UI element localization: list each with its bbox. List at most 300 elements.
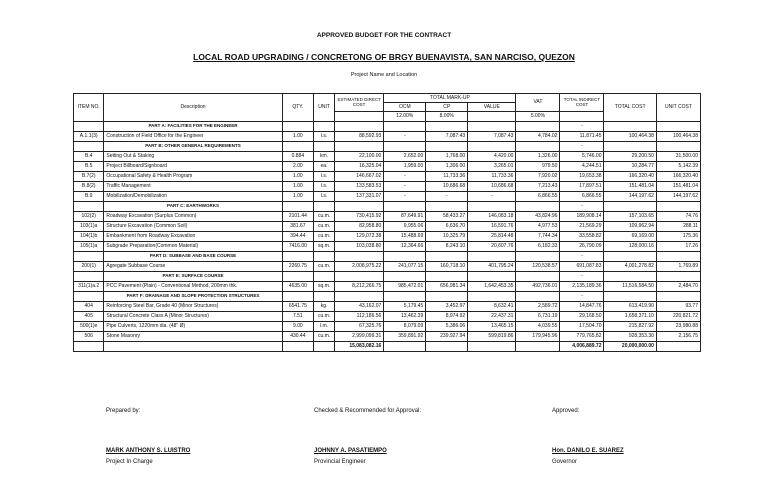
section-empty bbox=[468, 292, 516, 302]
totals-empty bbox=[656, 342, 700, 352]
section-title: PART E: SURFACE COURSE bbox=[104, 272, 282, 282]
cell-ocm: - bbox=[384, 132, 426, 142]
cell-qty: 7.51 bbox=[282, 312, 313, 322]
cell-est-direct-cost: 103,038.80 bbox=[335, 242, 384, 252]
cell-total-indirect: 691,087.83 bbox=[560, 262, 604, 272]
cell-cp: 5,386.06 bbox=[426, 322, 468, 332]
cell-est-direct-cost: 137,331.07 bbox=[335, 192, 384, 202]
header-description: Description bbox=[104, 94, 282, 122]
cell-vat: 979.50 bbox=[516, 162, 560, 172]
cell-description: Agregate Subbase Course bbox=[104, 262, 282, 272]
section-empty bbox=[656, 142, 700, 152]
cell-description: Structure Excavation (Common Soil) bbox=[104, 222, 282, 232]
cell-ocm: 8,079.09 bbox=[384, 322, 426, 332]
cell-value: 13,465.15 bbox=[468, 322, 516, 332]
cell-cp: 6,636.70 bbox=[426, 222, 468, 232]
section-empty bbox=[314, 202, 335, 212]
cell-vat: 6,731.19 bbox=[516, 312, 560, 322]
cell-item-no: A.1.1(3) bbox=[74, 132, 104, 142]
checked-label: Checked & Recommended for Approval: bbox=[314, 408, 422, 414]
cell-est-direct-cost: 8,212,266.75 bbox=[335, 282, 384, 292]
section-empty bbox=[604, 252, 656, 262]
cell-value: 7,087.43 bbox=[468, 132, 516, 142]
section-empty bbox=[282, 252, 313, 262]
table-row bbox=[74, 222, 701, 232]
header-cp: CP bbox=[426, 103, 468, 112]
cell-item-no: 500(1)e bbox=[74, 322, 104, 332]
section-empty bbox=[604, 122, 656, 132]
section-empty bbox=[426, 292, 468, 302]
section-empty bbox=[314, 122, 335, 132]
cell-total-indirect: 17,897.51 bbox=[560, 182, 604, 192]
cell-total-cost: 928,353.30 bbox=[604, 332, 656, 342]
cell-item-no: 506 bbox=[74, 332, 104, 342]
cell-ocm: - bbox=[384, 172, 426, 182]
totals-empty bbox=[426, 342, 468, 352]
cell-qty: 1.00 bbox=[282, 192, 313, 202]
prepared-by-label: Prepared by: bbox=[106, 408, 141, 414]
cell-description: Project Billboard/Signboard bbox=[104, 162, 282, 172]
section-title: PART C: EARTHWORKS bbox=[104, 202, 282, 212]
cell-unit-cost: 288.11 bbox=[656, 222, 700, 232]
section-title: PART F: DRAINAGE AND SLOPE PROTECTION STRUCTURES bbox=[104, 292, 282, 302]
section-title: PART D: SUBBASE AND BASE COURSE bbox=[104, 252, 282, 262]
cell-description: Pipe Culverts, 1220mm dia. (48" Ø) bbox=[104, 322, 282, 332]
cell-unit: cu.m. bbox=[314, 312, 335, 322]
cell-cp: 8,974.92 bbox=[426, 312, 468, 322]
cell-cp: 1,306.00 bbox=[426, 162, 468, 172]
totals-empty bbox=[468, 342, 516, 352]
section-empty bbox=[314, 142, 335, 152]
section-empty bbox=[426, 122, 468, 132]
cell-qty: 2.00 bbox=[282, 162, 313, 172]
table-row bbox=[74, 322, 701, 332]
cell-cp: 160,718.10 bbox=[426, 262, 468, 272]
section-empty bbox=[468, 272, 516, 282]
cell-total-cost: 1,658,371.10 bbox=[604, 312, 656, 322]
total-cost: 20,000,000.00 bbox=[604, 342, 656, 352]
cell-unit-cost: 100,464.38 bbox=[656, 132, 700, 142]
cell-total-indirect: 29,168.50 bbox=[560, 312, 604, 322]
section-empty bbox=[468, 142, 516, 152]
section-empty bbox=[426, 142, 468, 152]
cell-total-indirect: 33,558.82 bbox=[560, 232, 604, 242]
cell-value: 10,686.68 bbox=[468, 182, 516, 192]
cell-total-indirect: 17,504.70 bbox=[560, 322, 604, 332]
cell-vat: 120,538.57 bbox=[516, 262, 560, 272]
cell-total-indirect: 11,871.45 bbox=[560, 132, 604, 142]
cell-item-no: 404 bbox=[74, 302, 104, 312]
cell-value: 3,265.01 bbox=[468, 162, 516, 172]
section-empty bbox=[516, 252, 560, 262]
header-unit: UNIT bbox=[314, 94, 335, 122]
totals-empty bbox=[282, 342, 313, 352]
section-empty bbox=[516, 142, 560, 152]
cell-unit: l.s. bbox=[314, 132, 335, 142]
section-empty bbox=[74, 272, 104, 282]
cell-value: 25,814.48 bbox=[468, 232, 516, 242]
section-empty bbox=[335, 122, 384, 132]
cell-cp: 656,981.34 bbox=[426, 282, 468, 292]
cell-qty: 7416.00 bbox=[282, 242, 313, 252]
table-row bbox=[74, 232, 701, 242]
cell-unit: sq.m. bbox=[314, 282, 335, 292]
cell-cp: - bbox=[426, 192, 468, 202]
cell-item-no: 103(1)a bbox=[74, 222, 104, 232]
cell-total-cost: 157,103.65 bbox=[604, 212, 656, 222]
rate-cp: 8.00% bbox=[426, 112, 468, 122]
cell-total-cost: 151,481.04 bbox=[604, 182, 656, 192]
cell-ocm: 241,077.15 bbox=[384, 262, 426, 272]
section-empty bbox=[604, 292, 656, 302]
cell-qty: 394.44 bbox=[282, 232, 313, 242]
cell-est-direct-cost: 129,072.38 bbox=[335, 232, 384, 242]
cell-ocm: 9,955.06 bbox=[384, 222, 426, 232]
budget-body bbox=[74, 122, 701, 352]
cell-vat: 1,326.00 bbox=[516, 152, 560, 162]
section-empty: - bbox=[560, 252, 604, 262]
cell-total-indirect: 26,790.09 bbox=[560, 242, 604, 252]
checked-name: JOHNNY A. PASATIEMPO bbox=[314, 448, 387, 454]
cell-cp: 58,433.27 bbox=[426, 212, 468, 222]
section-empty bbox=[604, 202, 656, 212]
cell-cp: 8,243.10 bbox=[426, 242, 468, 252]
section-empty bbox=[656, 122, 700, 132]
cell-ocm: - bbox=[384, 192, 426, 202]
cell-est-direct-cost: 22,100.00 bbox=[335, 152, 384, 162]
section-empty bbox=[282, 272, 313, 282]
section-empty bbox=[314, 252, 335, 262]
cell-unit-cost: 17.26 bbox=[656, 242, 700, 252]
cell-est-direct-cost: 67,325.76 bbox=[335, 322, 384, 332]
section-empty bbox=[426, 272, 468, 282]
section-row bbox=[74, 122, 701, 132]
cell-unit: l.s. bbox=[314, 192, 335, 202]
cell-total-cost: 613,419.90 bbox=[604, 302, 656, 312]
table-row bbox=[74, 162, 701, 172]
table-row bbox=[74, 332, 701, 342]
section-empty bbox=[384, 122, 426, 132]
table-row bbox=[74, 282, 701, 292]
cell-est-direct-cost: 82,958.80 bbox=[335, 222, 384, 232]
cell-description: Reinforcing Steel Bar, Grade 40 (Minor Structures) bbox=[104, 302, 282, 312]
cell-qty: 430.44 bbox=[282, 332, 313, 342]
cell-total-cost: 109,962.94 bbox=[604, 222, 656, 232]
cell-unit-cost: 2,484.70 bbox=[656, 282, 700, 292]
cell-ocm: 5,179.45 bbox=[384, 302, 426, 312]
approved-name: Hon. DANILO E. SUAREZ bbox=[552, 448, 624, 454]
cell-unit: ea. bbox=[314, 162, 335, 172]
cell-item-no: 102(2) bbox=[74, 212, 104, 222]
cell-total-cost: 11,516,584.50 bbox=[604, 282, 656, 292]
cell-unit: l.s. bbox=[314, 172, 335, 182]
section-empty bbox=[604, 272, 656, 282]
section-row bbox=[74, 252, 701, 262]
cell-total-cost: 29,200.50 bbox=[604, 152, 656, 162]
cell-qty: 1.00 bbox=[282, 182, 313, 192]
cell-vat: 4,039.55 bbox=[516, 322, 560, 332]
approved-role: Governor bbox=[552, 459, 578, 465]
cell-total-cost: 69,169.00 bbox=[604, 232, 656, 242]
cell-cp: 11,733.36 bbox=[426, 172, 468, 182]
header-total-indirect: TOTAL INDIRECT COST bbox=[560, 94, 604, 112]
cell-value: 599,819.86 bbox=[468, 332, 516, 342]
cell-total-cost: 166,320.40 bbox=[604, 172, 656, 182]
cell-item-no: B.7(2) bbox=[74, 172, 104, 182]
cell-item-no: 405 bbox=[74, 312, 104, 322]
project-name: LOCAL ROAD UPGRADING / CONCRETONG OF BRGY BUENAVISTA, SAN NARCISO, QUEZON bbox=[193, 52, 575, 62]
cell-vat: 6,182.33 bbox=[516, 242, 560, 252]
cell-unit-cost: 74.76 bbox=[656, 212, 700, 222]
table-row bbox=[74, 172, 701, 182]
cell-total-indirect: 4,244.51 bbox=[560, 162, 604, 172]
rate-indirect-empty bbox=[560, 112, 604, 122]
cell-cp: 1,768.00 bbox=[426, 152, 468, 162]
section-empty bbox=[656, 292, 700, 302]
cell-unit-cost: 144,197.62 bbox=[656, 192, 700, 202]
total-direct: 15,083,082.16 bbox=[335, 342, 384, 352]
cell-total-indirect: 19,653.38 bbox=[560, 172, 604, 182]
cell-value: - bbox=[468, 192, 516, 202]
header-item-no: ITEM NO. bbox=[74, 94, 104, 122]
prepared-role: Project In Charge bbox=[106, 459, 153, 465]
cell-value: 20,607.76 bbox=[468, 242, 516, 252]
section-empty bbox=[656, 252, 700, 262]
total-indirect: 4,006,889.72 bbox=[560, 342, 604, 352]
section-empty bbox=[426, 252, 468, 262]
cell-item-no: B.4 bbox=[74, 152, 104, 162]
cell-unit-cost: 93.77 bbox=[656, 302, 700, 312]
cell-description: PCC Pavement (Plain) - Conventional Method, 200mm thk. bbox=[104, 282, 282, 292]
table-row bbox=[74, 182, 701, 192]
document-title: APPROVED BUDGET FOR THE CONTRACT bbox=[316, 32, 452, 39]
table-row bbox=[74, 132, 701, 142]
cell-item-no: 311(1)a.2 bbox=[74, 282, 104, 292]
section-title: PART B: OTHER GENERAL REQUIREMENTS bbox=[104, 142, 282, 152]
cell-total-indirect: 5,746.00 bbox=[560, 152, 604, 162]
cell-vat: 7,744.34 bbox=[516, 232, 560, 242]
cell-ocm: 12,364.66 bbox=[384, 242, 426, 252]
totals-row bbox=[74, 342, 701, 352]
cell-vat: 2,589.72 bbox=[516, 302, 560, 312]
cell-ocm: 15,488.69 bbox=[384, 232, 426, 242]
cell-unit-cost: 166,320.40 bbox=[656, 172, 700, 182]
cell-unit: cu.m. bbox=[314, 232, 335, 242]
cell-item-no: 105(1)a bbox=[74, 242, 104, 252]
section-empty bbox=[282, 122, 313, 132]
cell-description: Embankment from Roadway Excavation bbox=[104, 232, 282, 242]
cell-value: 4,420.00 bbox=[468, 152, 516, 162]
section-empty bbox=[74, 142, 104, 152]
cell-qty: 4635.00 bbox=[282, 282, 313, 292]
cell-unit: l.s. bbox=[314, 182, 335, 192]
section-empty bbox=[468, 122, 516, 132]
header-est-direct-cost: ESTIMATED DIRECT COST bbox=[335, 94, 384, 112]
cell-vat: 179,945.96 bbox=[516, 332, 560, 342]
cell-item-no: B.5 bbox=[74, 162, 104, 172]
section-empty bbox=[656, 272, 700, 282]
section-empty bbox=[384, 252, 426, 262]
rate-empty bbox=[335, 112, 384, 122]
cell-unit: cu.m. bbox=[314, 332, 335, 342]
cell-cp: 10,325.79 bbox=[426, 232, 468, 242]
section-empty bbox=[384, 142, 426, 152]
cell-unit-cost: 151,481.04 bbox=[656, 182, 700, 192]
rate-value-empty bbox=[468, 112, 516, 122]
table-row bbox=[74, 152, 701, 162]
section-row bbox=[74, 142, 701, 152]
cell-total-indirect: 779,765.82 bbox=[560, 332, 604, 342]
section-empty bbox=[282, 202, 313, 212]
section-empty bbox=[384, 202, 426, 212]
cell-vat: 4,977.53 bbox=[516, 222, 560, 232]
cell-cp: 10,686.68 bbox=[426, 182, 468, 192]
approved-label: Approved: bbox=[552, 408, 580, 414]
cell-qty: 9.00 bbox=[282, 322, 313, 332]
cell-vat: 6,866.55 bbox=[516, 192, 560, 202]
cell-value: 22,437.31 bbox=[468, 312, 516, 322]
cell-unit: cu.m. bbox=[314, 262, 335, 272]
cell-unit-cost: 23,980.88 bbox=[656, 322, 700, 332]
cell-description: Mobilization/Demobilization bbox=[104, 192, 282, 202]
cell-unit-cost: 220,821.72 bbox=[656, 312, 700, 322]
cell-item-no: B.9 bbox=[74, 192, 104, 202]
cell-qty: 381.67 bbox=[282, 222, 313, 232]
cell-value: 401,795.24 bbox=[468, 262, 516, 272]
checked-role: Provincial Engineer bbox=[314, 459, 366, 465]
cell-est-direct-cost: 133,583.53 bbox=[335, 182, 384, 192]
cell-unit-cost: 1,769.89 bbox=[656, 262, 700, 272]
totals-empty bbox=[384, 342, 426, 352]
cell-ocm: 87,649.91 bbox=[384, 212, 426, 222]
cell-total-indirect: 189,908.14 bbox=[560, 212, 604, 222]
section-row bbox=[74, 272, 701, 282]
cell-value: 8,632.41 bbox=[468, 302, 516, 312]
table-row bbox=[74, 192, 701, 202]
section-empty bbox=[74, 202, 104, 212]
cell-total-cost: 100,464.38 bbox=[604, 132, 656, 142]
header-vat: VAT bbox=[516, 94, 560, 112]
cell-value: 146,083.18 bbox=[468, 212, 516, 222]
cell-total-cost: 215,827.92 bbox=[604, 322, 656, 332]
totals-empty bbox=[104, 342, 282, 352]
cell-est-direct-cost: 16,325.04 bbox=[335, 162, 384, 172]
cell-est-direct-cost: 2,999,099.31 bbox=[335, 332, 384, 342]
cell-total-indirect: 14,847.76 bbox=[560, 302, 604, 312]
section-empty bbox=[516, 202, 560, 212]
section-empty bbox=[314, 292, 335, 302]
section-empty bbox=[314, 272, 335, 282]
header-qty: QTY. bbox=[282, 94, 313, 122]
rate-ocm: 12.00% bbox=[384, 112, 426, 122]
table-row bbox=[74, 312, 701, 322]
table-row bbox=[74, 242, 701, 252]
cell-description: Traffic Management bbox=[104, 182, 282, 192]
cell-unit: cu.m. bbox=[314, 212, 335, 222]
section-row bbox=[74, 202, 701, 212]
totals-empty bbox=[74, 342, 104, 352]
header-unit-cost: UNIT COST bbox=[656, 94, 700, 122]
cell-total-indirect: 21,569.29 bbox=[560, 222, 604, 232]
cell-unit: km. bbox=[314, 152, 335, 162]
cell-value: 11,733.36 bbox=[468, 172, 516, 182]
prepared-name: MARK ANTHONY S. LUISTRO bbox=[106, 448, 191, 454]
cell-value: 16,591.76 bbox=[468, 222, 516, 232]
cell-item-no: 104(1)b bbox=[74, 232, 104, 242]
section-empty bbox=[74, 252, 104, 262]
table-row bbox=[74, 302, 701, 312]
section-empty bbox=[335, 142, 384, 152]
cell-description: Construction of Field Office for the Engineer bbox=[104, 132, 282, 142]
section-empty bbox=[282, 292, 313, 302]
cell-unit: l.m. bbox=[314, 322, 335, 332]
cell-total-cost: 144,197.62 bbox=[604, 192, 656, 202]
cell-total-indirect: 6,866.55 bbox=[560, 192, 604, 202]
section-empty: - bbox=[560, 292, 604, 302]
section-empty bbox=[516, 272, 560, 282]
section-title: PART A: FACILITIES FOR THE ENGINEER bbox=[104, 122, 282, 132]
totals-empty bbox=[314, 342, 335, 352]
section-empty bbox=[468, 202, 516, 212]
cell-value: 1,642,453.35 bbox=[468, 282, 516, 292]
section-empty bbox=[516, 292, 560, 302]
cell-description: Subgrade Preparation(Common Material) bbox=[104, 242, 282, 252]
cell-total-cost: 128,000.16 bbox=[604, 242, 656, 252]
cell-item-no: 200(1) bbox=[74, 262, 104, 272]
section-empty bbox=[74, 122, 104, 132]
section-empty bbox=[426, 202, 468, 212]
cell-total-indirect: 2,135,189.36 bbox=[560, 282, 604, 292]
cell-ocm: 2,652.00 bbox=[384, 152, 426, 162]
section-empty bbox=[384, 272, 426, 282]
rate-vat: 5.00% bbox=[516, 112, 560, 122]
cell-qty: 0.884 bbox=[282, 152, 313, 162]
cell-unit-cost: 31,500.00 bbox=[656, 152, 700, 162]
cell-est-direct-cost: 112,186.56 bbox=[335, 312, 384, 322]
cell-unit: cu.m. bbox=[314, 222, 335, 232]
cell-ocm: - bbox=[384, 182, 426, 192]
cell-qty: 1.00 bbox=[282, 132, 313, 142]
section-empty bbox=[335, 252, 384, 262]
table-row bbox=[74, 262, 701, 272]
cell-qty: 2260.75 bbox=[282, 262, 313, 272]
section-empty bbox=[335, 272, 384, 282]
section-empty bbox=[384, 292, 426, 302]
section-empty: - bbox=[560, 142, 604, 152]
cell-description: Occupational Safety & Health Program bbox=[104, 172, 282, 182]
cell-description: Structural Concrete Class A (Minor Structures) bbox=[104, 312, 282, 322]
table-row bbox=[74, 212, 701, 222]
project-caption: Project Name and Location bbox=[350, 72, 418, 78]
cell-vat: 7,213.43 bbox=[516, 182, 560, 192]
section-empty bbox=[74, 292, 104, 302]
cell-unit: kg. bbox=[314, 302, 335, 312]
header-value: VALUE bbox=[468, 103, 516, 112]
cell-ocm: 1,959.00 bbox=[384, 162, 426, 172]
cell-ocm: 985,472.01 bbox=[384, 282, 426, 292]
section-empty bbox=[335, 292, 384, 302]
section-empty bbox=[282, 142, 313, 152]
cell-cp: 7,087.43 bbox=[426, 132, 468, 142]
cell-unit-cost: 2,156.75 bbox=[656, 332, 700, 342]
section-empty: - bbox=[560, 122, 604, 132]
cell-ocm: 359,891.92 bbox=[384, 332, 426, 342]
header-total-markup: TOTAL MARK-UP bbox=[384, 94, 516, 103]
cell-vat: 7,920.02 bbox=[516, 172, 560, 182]
cell-est-direct-cost: 730,415.92 bbox=[335, 212, 384, 222]
cell-vat: 4,784.02 bbox=[516, 132, 560, 142]
section-empty bbox=[516, 122, 560, 132]
